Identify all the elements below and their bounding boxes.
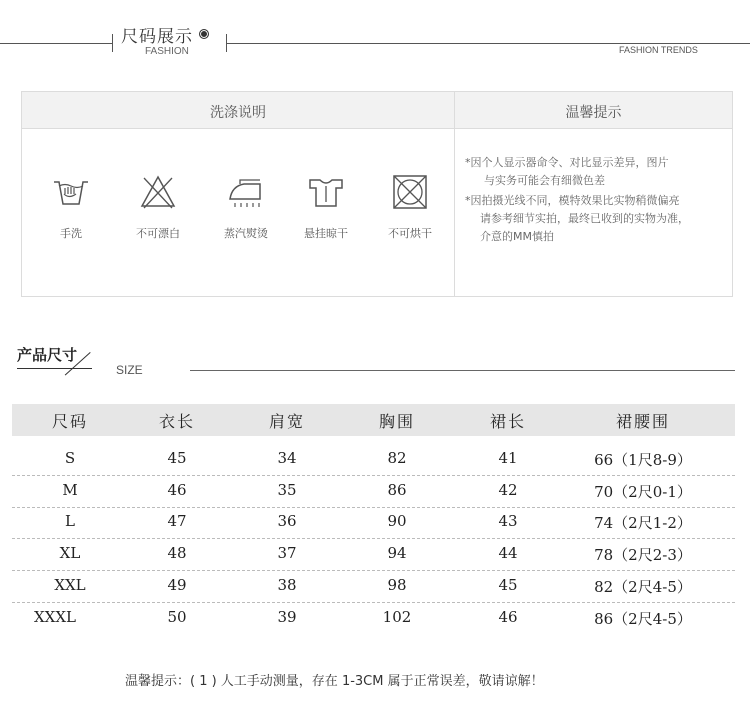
tip-line-3: *因拍摄光线不同，模特效果比实物稍微偏亮 — [465, 194, 680, 207]
skirt-length-col-header: 裙长 — [489, 412, 526, 431]
size-col-header: 尺码 — [51, 412, 88, 431]
table-cell: 46 — [498, 608, 518, 626]
header-trends: FASHION TRENDS — [619, 45, 698, 55]
table-cell: 86 — [387, 481, 407, 499]
table-cell: 50 — [167, 608, 187, 626]
steam-iron-icon — [226, 172, 266, 212]
table-cell: 41 — [498, 449, 518, 467]
table-cell: 74（2尺1-2） — [594, 514, 692, 532]
header-line-right — [226, 43, 750, 44]
size-title-underline — [17, 368, 92, 369]
table-cell: 42 — [498, 481, 518, 499]
table-cell: 34 — [277, 449, 297, 467]
tips-heading: 温馨提示 — [565, 105, 622, 121]
table-cell: 35 — [277, 481, 297, 499]
care-box-divider — [454, 92, 455, 296]
table-cell: S — [64, 449, 76, 467]
table-cell: 37 — [277, 544, 297, 562]
care-label-hang-dry: 悬挂晾干 — [304, 227, 348, 240]
table-cell: 70（2尺0-1） — [594, 483, 692, 501]
table-cell: 36 — [277, 512, 297, 530]
size-section-title: 产品尺寸 — [17, 346, 78, 364]
shoulder-col-header: 肩宽 — [268, 412, 305, 431]
hang-dry-icon — [306, 172, 346, 212]
table-row-separator — [12, 570, 735, 571]
care-box — [21, 91, 733, 297]
table-cell: 48 — [167, 544, 187, 562]
table-cell: 43 — [498, 512, 518, 530]
table-cell: 46 — [167, 481, 187, 499]
tip-line-5: 介意的MM慎拍 — [480, 230, 554, 243]
table-row-separator — [12, 538, 735, 539]
table-cell: 78（2尺2-3） — [594, 546, 692, 564]
table-cell: 102 — [382, 608, 412, 626]
table-row-separator — [12, 602, 735, 603]
table-row-separator — [12, 507, 735, 508]
table-cell: L — [65, 512, 75, 530]
footer-note: 温馨提示：( 1 ) 人工手动测量，存在 1-3CM 属于正常误差，敬请谅解！ — [125, 674, 544, 689]
table-cell: 47 — [167, 512, 187, 530]
table-cell: 94 — [387, 544, 407, 562]
care-heading: 洗涤说明 — [210, 105, 266, 121]
table-cell: XXL — [54, 576, 86, 594]
no-tumble-dry-icon — [390, 172, 430, 212]
chest-col-header: 胸围 — [378, 412, 415, 431]
table-cell: 39 — [277, 608, 297, 626]
header-tick-left — [112, 34, 113, 52]
length-col-header: 衣长 — [158, 412, 195, 431]
table-cell: 98 — [387, 576, 407, 594]
table-cell: 38 — [277, 576, 297, 594]
table-cell: 86（2尺4-5） — [594, 610, 692, 628]
care-label-hand-wash: 手洗 — [60, 227, 82, 240]
table-cell: 44 — [498, 544, 518, 562]
table-cell: 82 — [387, 449, 407, 467]
header-subtitle: FASHION — [145, 46, 189, 57]
no-bleach-icon — [138, 172, 178, 212]
tip-line-2: 与实务可能会有细微色差 — [484, 174, 605, 187]
header-line-left — [0, 43, 112, 44]
care-label-steam-iron: 蒸汽熨烫 — [224, 227, 268, 240]
table-cell: M — [62, 481, 78, 499]
table-cell: 45 — [498, 576, 518, 594]
table-cell: 66（1尺8-9） — [594, 451, 692, 469]
table-cell: 49 — [167, 576, 187, 594]
table-cell: 82（2尺4-5） — [594, 578, 692, 596]
hand-wash-icon — [51, 172, 91, 212]
header-title: 尺码展示 — [121, 27, 193, 47]
tip-line-1: *因个人显示器命令、对比显示差异，图片 — [465, 156, 669, 169]
table-cell: 45 — [167, 449, 187, 467]
care-label-no-tumble-dry: 不可烘干 — [388, 227, 432, 240]
table-row-separator — [12, 475, 735, 476]
waist-col-header: 裙腰围 — [615, 412, 670, 431]
care-label-no-bleach: 不可漂白 — [136, 227, 180, 240]
tip-line-4: 请参考细节实拍，最终已收到的实物为准， — [480, 212, 689, 225]
header-dot-icon — [199, 29, 209, 39]
table-cell: XL — [59, 544, 81, 562]
size-section-rule — [190, 370, 735, 371]
table-cell: 90 — [387, 512, 407, 530]
table-cell: XXXL — [34, 608, 76, 626]
size-section-subtitle: SIZE — [116, 363, 143, 377]
